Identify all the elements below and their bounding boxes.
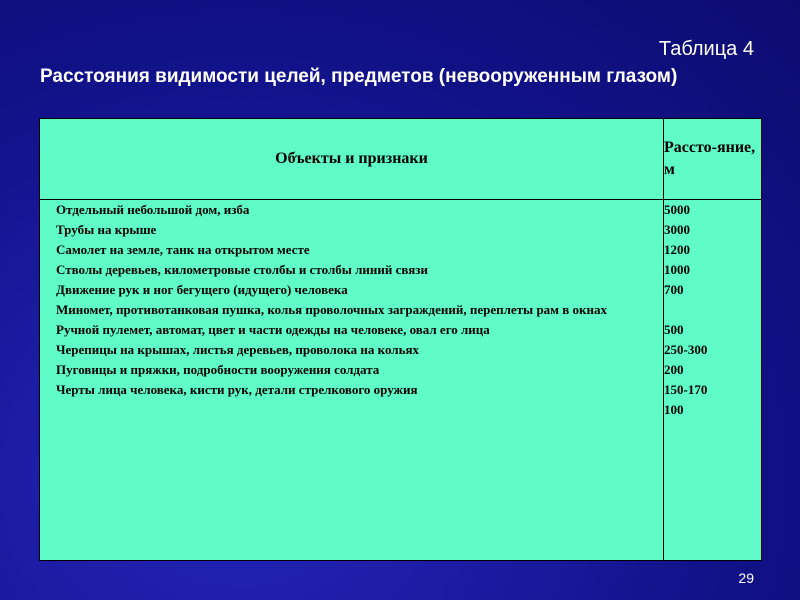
- header-distance: Рассто-яние, м: [664, 119, 762, 200]
- slide-title: Расстояния видимости целей, предметов (невооруженным глазом): [40, 66, 678, 87]
- object-row: Черты лица человека, кисти рук, детали стрелкового оружия: [56, 382, 418, 397]
- distance-value: 5000: [664, 202, 690, 217]
- object-row: Трубы на крыше: [56, 222, 157, 237]
- distance-spacer: [664, 300, 761, 320]
- table-body-row: [40, 200, 762, 561]
- object-row: Ручной пулемет, автомат, цвет и части одежды на человеке, овал его лица: [56, 322, 490, 337]
- object-row: Черепицы на крышах, листья деревьев, проволока на кольях: [56, 342, 419, 357]
- distance-value: 200: [664, 362, 684, 377]
- distance-value: 3000: [664, 222, 690, 237]
- distance-cell: [664, 200, 762, 561]
- distance-value: 150-170: [664, 382, 708, 397]
- object-row: Пуговицы и пряжки, подробности вооружения солдата: [56, 362, 380, 377]
- slide-number: 29: [738, 570, 754, 586]
- distance-value: 700: [664, 282, 684, 297]
- table-header-row: [40, 119, 762, 200]
- distance-value: 1000: [664, 262, 690, 277]
- distance-value: 500: [664, 322, 684, 337]
- distance-value: 250-300: [664, 342, 708, 357]
- table-label: Таблица 4: [658, 38, 754, 60]
- object-row: Самолет на земле, танк на открытом месте: [56, 242, 310, 257]
- objects-cell: [40, 200, 664, 561]
- header-objects: Объекты и признаки: [40, 119, 664, 200]
- object-row: Миномет, противотанковая пушка, колья проволочных заграждений, переплеты рам в окнах: [56, 302, 608, 317]
- visibility-table: [39, 118, 762, 561]
- object-row: Движение рук и ног бегущего (идущего) человека: [56, 282, 348, 297]
- distance-value: 1200: [664, 242, 690, 257]
- distance-value: 100: [664, 402, 684, 417]
- object-row: Стволы деревьев, километровые столбы и столбы линий связи: [56, 262, 429, 277]
- object-row: Отдельный небольшой дом, изба: [56, 202, 250, 217]
